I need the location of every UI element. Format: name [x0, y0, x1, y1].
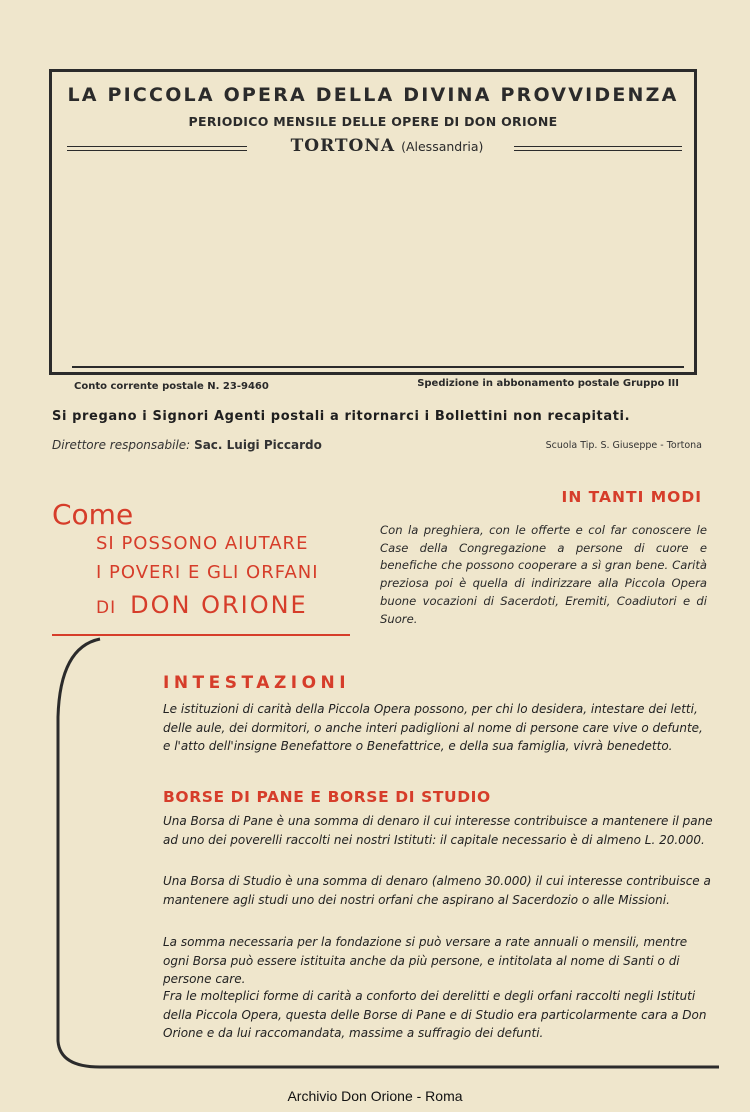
don-orione-name: DON ORIONE [130, 591, 308, 619]
director-line [52, 438, 322, 452]
city-line [262, 136, 512, 156]
in-tanti-modi-heading: IN TANTI MODI [561, 488, 702, 506]
come-line-4-prefix: DI [96, 598, 117, 618]
left-double-rule [67, 146, 247, 151]
come-line-4 [96, 591, 308, 619]
borse-paragraph-4: Fra le molteplici forme di carità a conforto dei derelitti e degli orfani raccolti negli Istituti della Piccola Opera, questa delle Borse di Pane e di Studio era particolarmente cara a Don Orione e da lui raccomandata, massime a suffragio dei defunti. [163, 989, 707, 1041]
postal-notice: Si pregano i Signori Agenti postali a ritornarci i Bollettini non recapitati. [52, 409, 631, 424]
borse-heading: BORSE DI PANE E BORSE DI STUDIO [163, 788, 491, 806]
borse-paragraph-3: La somma necessaria per la fondazione si può versare a rate annuali o mensili, mentre ogni Borsa può essere istituita anche da più persone, e intitolata al nome di Santi o di persone care. [163, 935, 688, 987]
masthead-title: LA PICCOLA OPERA DELLA DIVINA PROVVIDENZA [67, 84, 679, 106]
intestazioni-text: Le istituzioni di carità della Piccola Opera possono, per chi lo desidera, intestare dei letti, delle aule, dei dormitori, o anche interi padiglioni al nome di persone care vive o defunte, e l'atto dell'insigne Benefattore o Benefattrice, e della sua famiglia, vivrà benedetto. [163, 702, 703, 754]
director-name: Sac. Luigi Piccardo [194, 438, 322, 452]
director-label: Direttore responsabile: [52, 438, 191, 452]
printer-credit: Scuola Tip. S. Giuseppe - Tortona [545, 440, 702, 451]
city-name: TORTONA [290, 136, 396, 156]
postal-account: Conto corrente postale N. 23-9460 [74, 381, 269, 392]
address-box [49, 69, 697, 392]
right-double-rule [514, 146, 682, 151]
come-line-2: SI POSSONO AIUTARE [96, 533, 309, 554]
city-row [67, 136, 682, 158]
come-heading: Come [52, 498, 134, 531]
come-line-3: I POVERI E GLI ORFANI [96, 562, 319, 583]
box-footer-rule [72, 366, 684, 368]
archive-caption: Archivio Don Orione - Roma [287, 1088, 463, 1104]
province: (Alessandria) [401, 139, 484, 154]
masthead-subtitle: PERIODICO MENSILE DELLE OPERE DI DON ORIONE [188, 114, 558, 129]
borse-paragraph-1: Una Borsa di Pane è una somma di denaro il cui interesse contribuisce a mantenere il pane ad uno dei poverelli raccolti nei nostri Istituti: il capitale necessario è di almeno L. 20.000. [163, 814, 713, 847]
come-underline [52, 634, 350, 636]
in-tanti-modi-text: Con la preghiera, con le offerte e col far conoscere le Case della Congregazione a persone di cuore e benefiche che possono cooperare a sì gran bene. Carità preziosa poi è quella di indirizzare alla Piccola Opera buone vocazioni di Sacerdoti, Eremiti, Coadiutori e di Suore. [380, 523, 707, 626]
borse-paragraph-2: Una Borsa di Studio è una somma di denaro (almeno 30.000) il cui interesse contribuisce a mantenere agli studi uno dei nostri orfani che aspirano al Sacerdozio o alle Missioni. [163, 874, 711, 907]
intestazioni-heading: INTESTAZIONI [163, 673, 351, 693]
postal-shipping: Spedizione in abbonamento postale Gruppo III [417, 378, 679, 389]
